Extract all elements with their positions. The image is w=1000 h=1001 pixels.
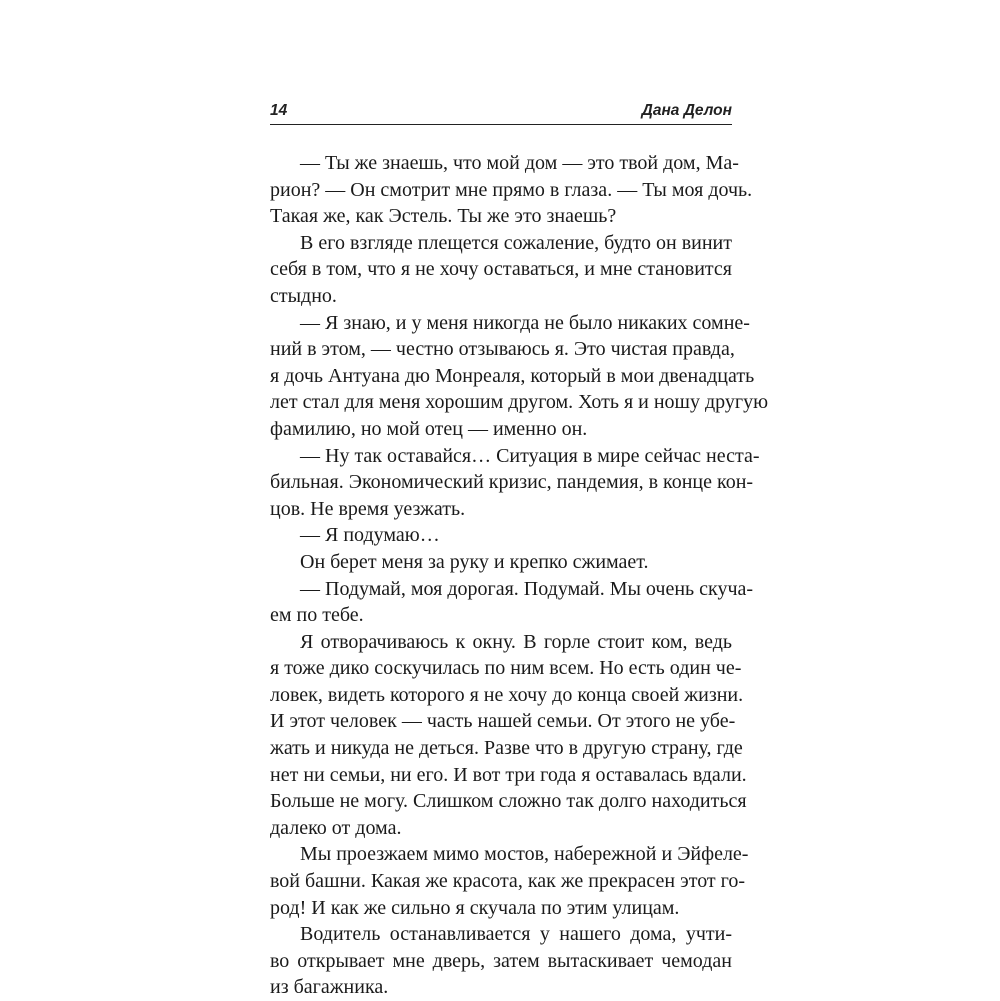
text-line: я дочь Антуана дю Монреаля, который в мои двенадцать: [270, 364, 755, 387]
author-name: Дана Делон: [641, 102, 732, 119]
text-line: Такая же, как Эстель. Ты же это знаешь?: [270, 205, 617, 228]
text-line: из багажника.: [270, 976, 389, 999]
text-line: рион? — Он смотрит мне прямо в глаза. — Ты моя дочь.: [270, 178, 753, 201]
text-line: цов. Не время уезжать.: [270, 497, 466, 520]
text-line: далеко от дома.: [270, 816, 402, 839]
text-line: ловек, видеть которого я не хочу до конца своей жизни.: [270, 683, 744, 706]
text-line: — Ну так оставайся… Ситуация в мире сейчас неста-: [300, 444, 760, 467]
page-number: 14: [270, 102, 288, 119]
text-line: во открывает мне дверь, затем вытаскивает чемодан: [270, 949, 732, 972]
text-line: Мы проезжаем мимо мостов, набережной и Эйфеле-: [300, 843, 749, 866]
text-line: ний в этом, — честно отзываюсь я. Это чистая правда,: [270, 338, 735, 361]
text-line: Он берет меня за руку и крепко сжимает.: [300, 550, 649, 573]
text-line: бильная. Экономический кризис, пандемия, в конце кон-: [270, 471, 754, 494]
header-rule: [270, 124, 732, 125]
text-line: — Подумай, моя дорогая. Подумай. Мы очень скуча-: [300, 577, 754, 600]
text-line: ем по тебе.: [270, 604, 364, 627]
body-text: [270, 150, 769, 1001]
text-line: род! И как же сильно я скучала по этим улицам.: [270, 896, 680, 919]
text-line: лет стал для меня хорошим другом. Хоть я и ношу другую: [270, 391, 769, 414]
text-line: — Я подумаю…: [300, 524, 440, 547]
running-head: [270, 96, 732, 122]
text-line: вой башни. Какая же красота, как же прекрасен этот го-: [270, 870, 746, 893]
text-line: себя в том, что я не хочу оставаться, и мне становится: [270, 258, 732, 281]
book-page: [270, 0, 769, 1000]
text-line: нет ни семьи, ни его. И вот три года я оставалась вдали.: [270, 763, 747, 786]
text-line: Водитель останавливается у нашего дома, учти-: [300, 923, 732, 946]
text-line: И этот человек — часть нашей семьи. От этого не убе-: [270, 710, 736, 733]
text-line: — Ты же знаешь, что мой дом — это твой дом, Ма-: [300, 152, 739, 174]
text-line: Больше не могу. Слишком сложно так долго находиться: [270, 790, 747, 813]
text-line: стыдно.: [270, 284, 337, 307]
text-line: Я отворачиваюсь к окну. В горле стоит ком, ведь: [300, 630, 732, 653]
text-line: — Я знаю, и у меня никогда не было никаких сомне-: [300, 311, 750, 334]
text-line: фамилию, но мой отец — именно он.: [270, 417, 588, 440]
text-line: я тоже дико соскучилась по ним всем. Но есть один че-: [270, 657, 742, 680]
text-line: жать и никуда не деться. Разве что в другую страну, где: [270, 737, 743, 760]
text-line: В его взгляде плещется сожаление, будто он винит: [300, 231, 732, 254]
